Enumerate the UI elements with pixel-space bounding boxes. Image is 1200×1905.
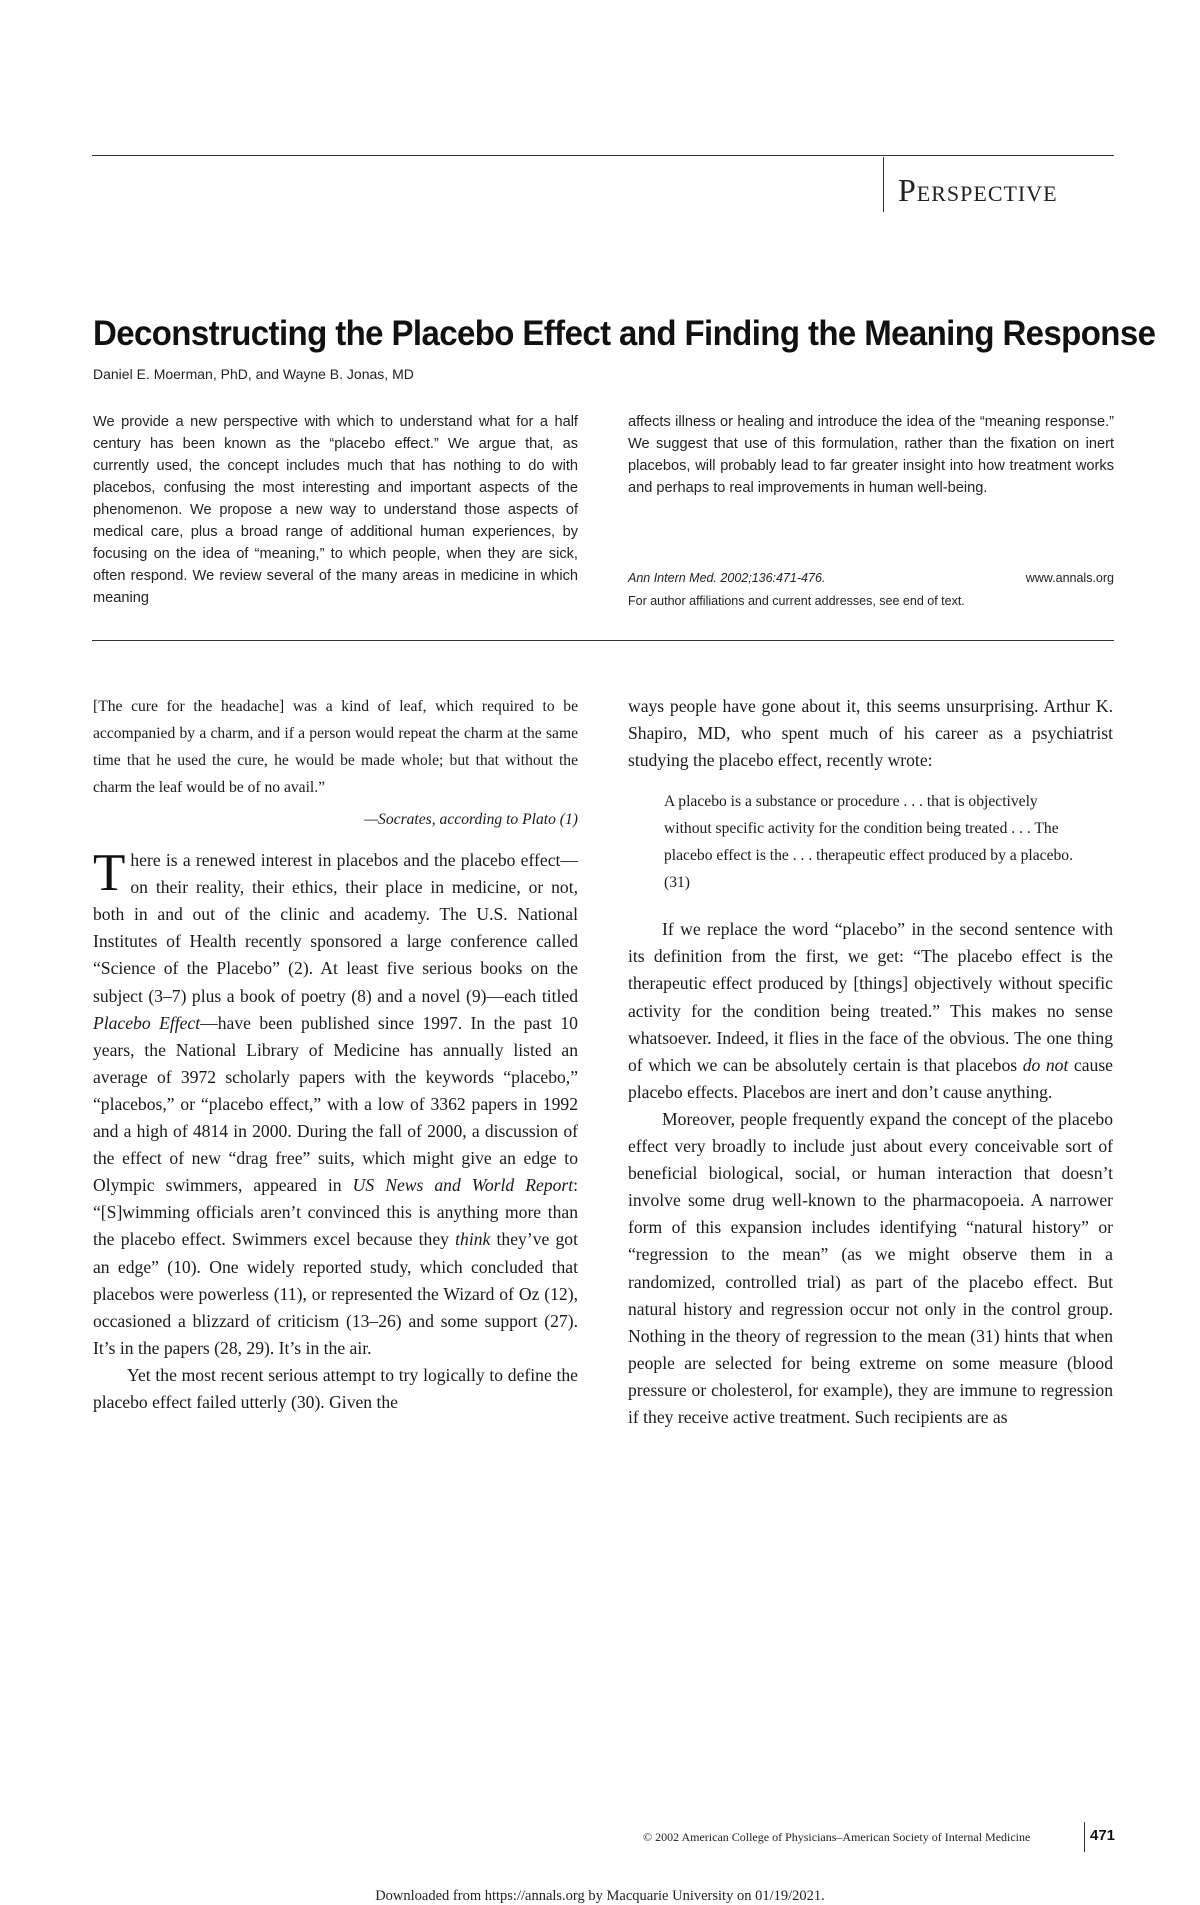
para1-emphasis-2: US News and World Report [352, 1175, 574, 1196]
right-paragraph-2 [628, 916, 1113, 1106]
epigraph-attribution: —Socrates, according to Plato (1) [364, 811, 578, 828]
abstract-right: affects illness or healing and introduce the idea of the “meaning response.” We suggest that use of this formulation, rather than the fixation on inert placebos, will probably lead to far greater insight into how treatment works and perhaps to real improvements in human well-being. [628, 414, 1114, 496]
page-number: 471 [1090, 1827, 1116, 1844]
affiliations-note: For author affiliations and current addresses, see end of text. [628, 594, 965, 608]
para1-text-b: —have been published since 1997. In the past 10 years, the National Library of Medicine has annually listed an average of 3972 scholarly papers with the keywords “placebo,” “placebos,” or “placebo effect,” with a low of 3362 papers in 1992 and a high of 4814 in 2000. During the fall of 2000, a discussion of the effect of new “drag free” suits, which might give an edge to Olympic swimmers, appeared in [93, 1012, 578, 1196]
section-label: Perspective [898, 172, 1058, 208]
right-para2-emphasis: do not [1022, 1054, 1069, 1075]
body-paragraph-2: Yet the most recent serious attempt to try logically to define the placebo effect failed utterly (30). Given the [93, 1364, 578, 1412]
section-divider [883, 157, 884, 212]
drop-cap: T [93, 844, 126, 903]
article-authors: Daniel E. Moerman, PhD, and Wayne B. Jonas, MD [93, 366, 414, 382]
block-quote: A placebo is a substance or procedure . . . that is objectively without specific activity for the condition being treated . . . The placebo effect is the . . . therapeutic effect produced by a placebo. (31) [664, 793, 1074, 892]
header-rule [92, 155, 1114, 156]
citation-line [628, 571, 1114, 585]
right-paragraph-3: Moreover, people frequently expand the concept of the placebo effect very broadly to include just about every conceivable sort of beneficial biological, social, or human interaction that doesn’t involve some drug well-known to the pharmacopoeia. A narrower form of this expansion includes identifying “natural history” or “regression to the mean” (as we might observe them in a randomized, controlled trial) as part of the placebo effect. But natural history and regression occur not only in the control group. Nothing in the theory of regression to the mean (31) hints that when people are selected for being extreme on some measure (blood pressure or cholesterol, for example), they are immune to regression if they receive active treatment. Such recipients are as [628, 1108, 1113, 1427]
right-paragraph-1: ways people have gone about it, this seems unsurprising. Arthur K. Shapiro, MD, who spent much of his career as a psychiatrist studying the placebo effect, recently wrote: [628, 696, 1113, 771]
body-column-right [628, 693, 1113, 1431]
para1-emphasis-1: Placebo Effect [93, 1012, 201, 1033]
abstract-left: We provide a new perspective with which to understand what for a half century has been known as the “placebo effect.” We argue that, as currently used, the concept includes much that has nothing to do with placebos, confusing the most interesting and important aspects of the phenomenon. We propose a new way to understand those aspects of medical care, plus a broad range of additional human experiences, by focusing on the idea of “meaning,” to which people, when they are sick, often respond. We review several of the many areas in medicine in which meaning [93, 414, 578, 606]
footer-divider [1084, 1822, 1085, 1852]
para1-text-c: : “[S]wimming officials aren’t convinced this is anything more than the placebo effect. Swimmers excel because they [93, 1175, 578, 1250]
right-para2-text-a: If we replace the word “placebo” in the second sentence with its definition from the first, we get: “The placebo effect is the therapeutic effect produced by [things] objectively without specific activity for the condition being treated.” This makes no sense whatsoever. Indeed, it flies in the face of the obvious. The one thing of which we can be absolutely certain is that placebos [628, 919, 1113, 1075]
copyright-notice: © 2002 American College of Physicians–American Society of Internal Medicine [643, 1830, 1031, 1844]
article-title: Deconstructing the Placebo Effect and Finding the Meaning Response [93, 312, 1156, 353]
body-column-left [93, 693, 578, 1416]
para1-emphasis-3: think [455, 1229, 491, 1250]
abstract-rule [92, 640, 1114, 641]
body-paragraph-1 [93, 844, 578, 1362]
download-watermark: Downloaded from https://annals.org by Macquarie University on 01/19/2021. [375, 1888, 825, 1904]
epigraph: [The cure for the headache] was a kind of leaf, which required to be accompanied by a charm, and if a person would repeat the charm at the same time that he used the cure, he would be made whole; but that without the charm the leaf would be of no avail.” [93, 698, 578, 796]
para1-text-d: they’ve got an edge” (10). One widely reported study, which concluded that placebos were powerless (11), or represented the Wizard of Oz (12), occasioned a blizzard of criticism (13–26) and some support (27). It’s in the papers (28, 29). It’s in the air. [93, 1229, 578, 1358]
para1-text-a: here is a renewed interest in placebos and the placebo effect—on their reality, their ethics, their place in medicine, or not, both in and out of the clinic and academy. The U.S. National Institutes of Health recently sponsored a large conference called “Science of the Placebo” (2). At least five serious books on the subject (3–7) plus a book of poetry (8) and a novel (9)—each titled [93, 850, 578, 1006]
journal-citation: Ann Intern Med. 2002;136:471-476. [628, 571, 826, 585]
journal-website-link[interactable]: www.annals.org [1025, 571, 1114, 585]
right-para2-text-b: cause placebo effects. Placebos are inert and don’t cause anything. [628, 1054, 1113, 1102]
